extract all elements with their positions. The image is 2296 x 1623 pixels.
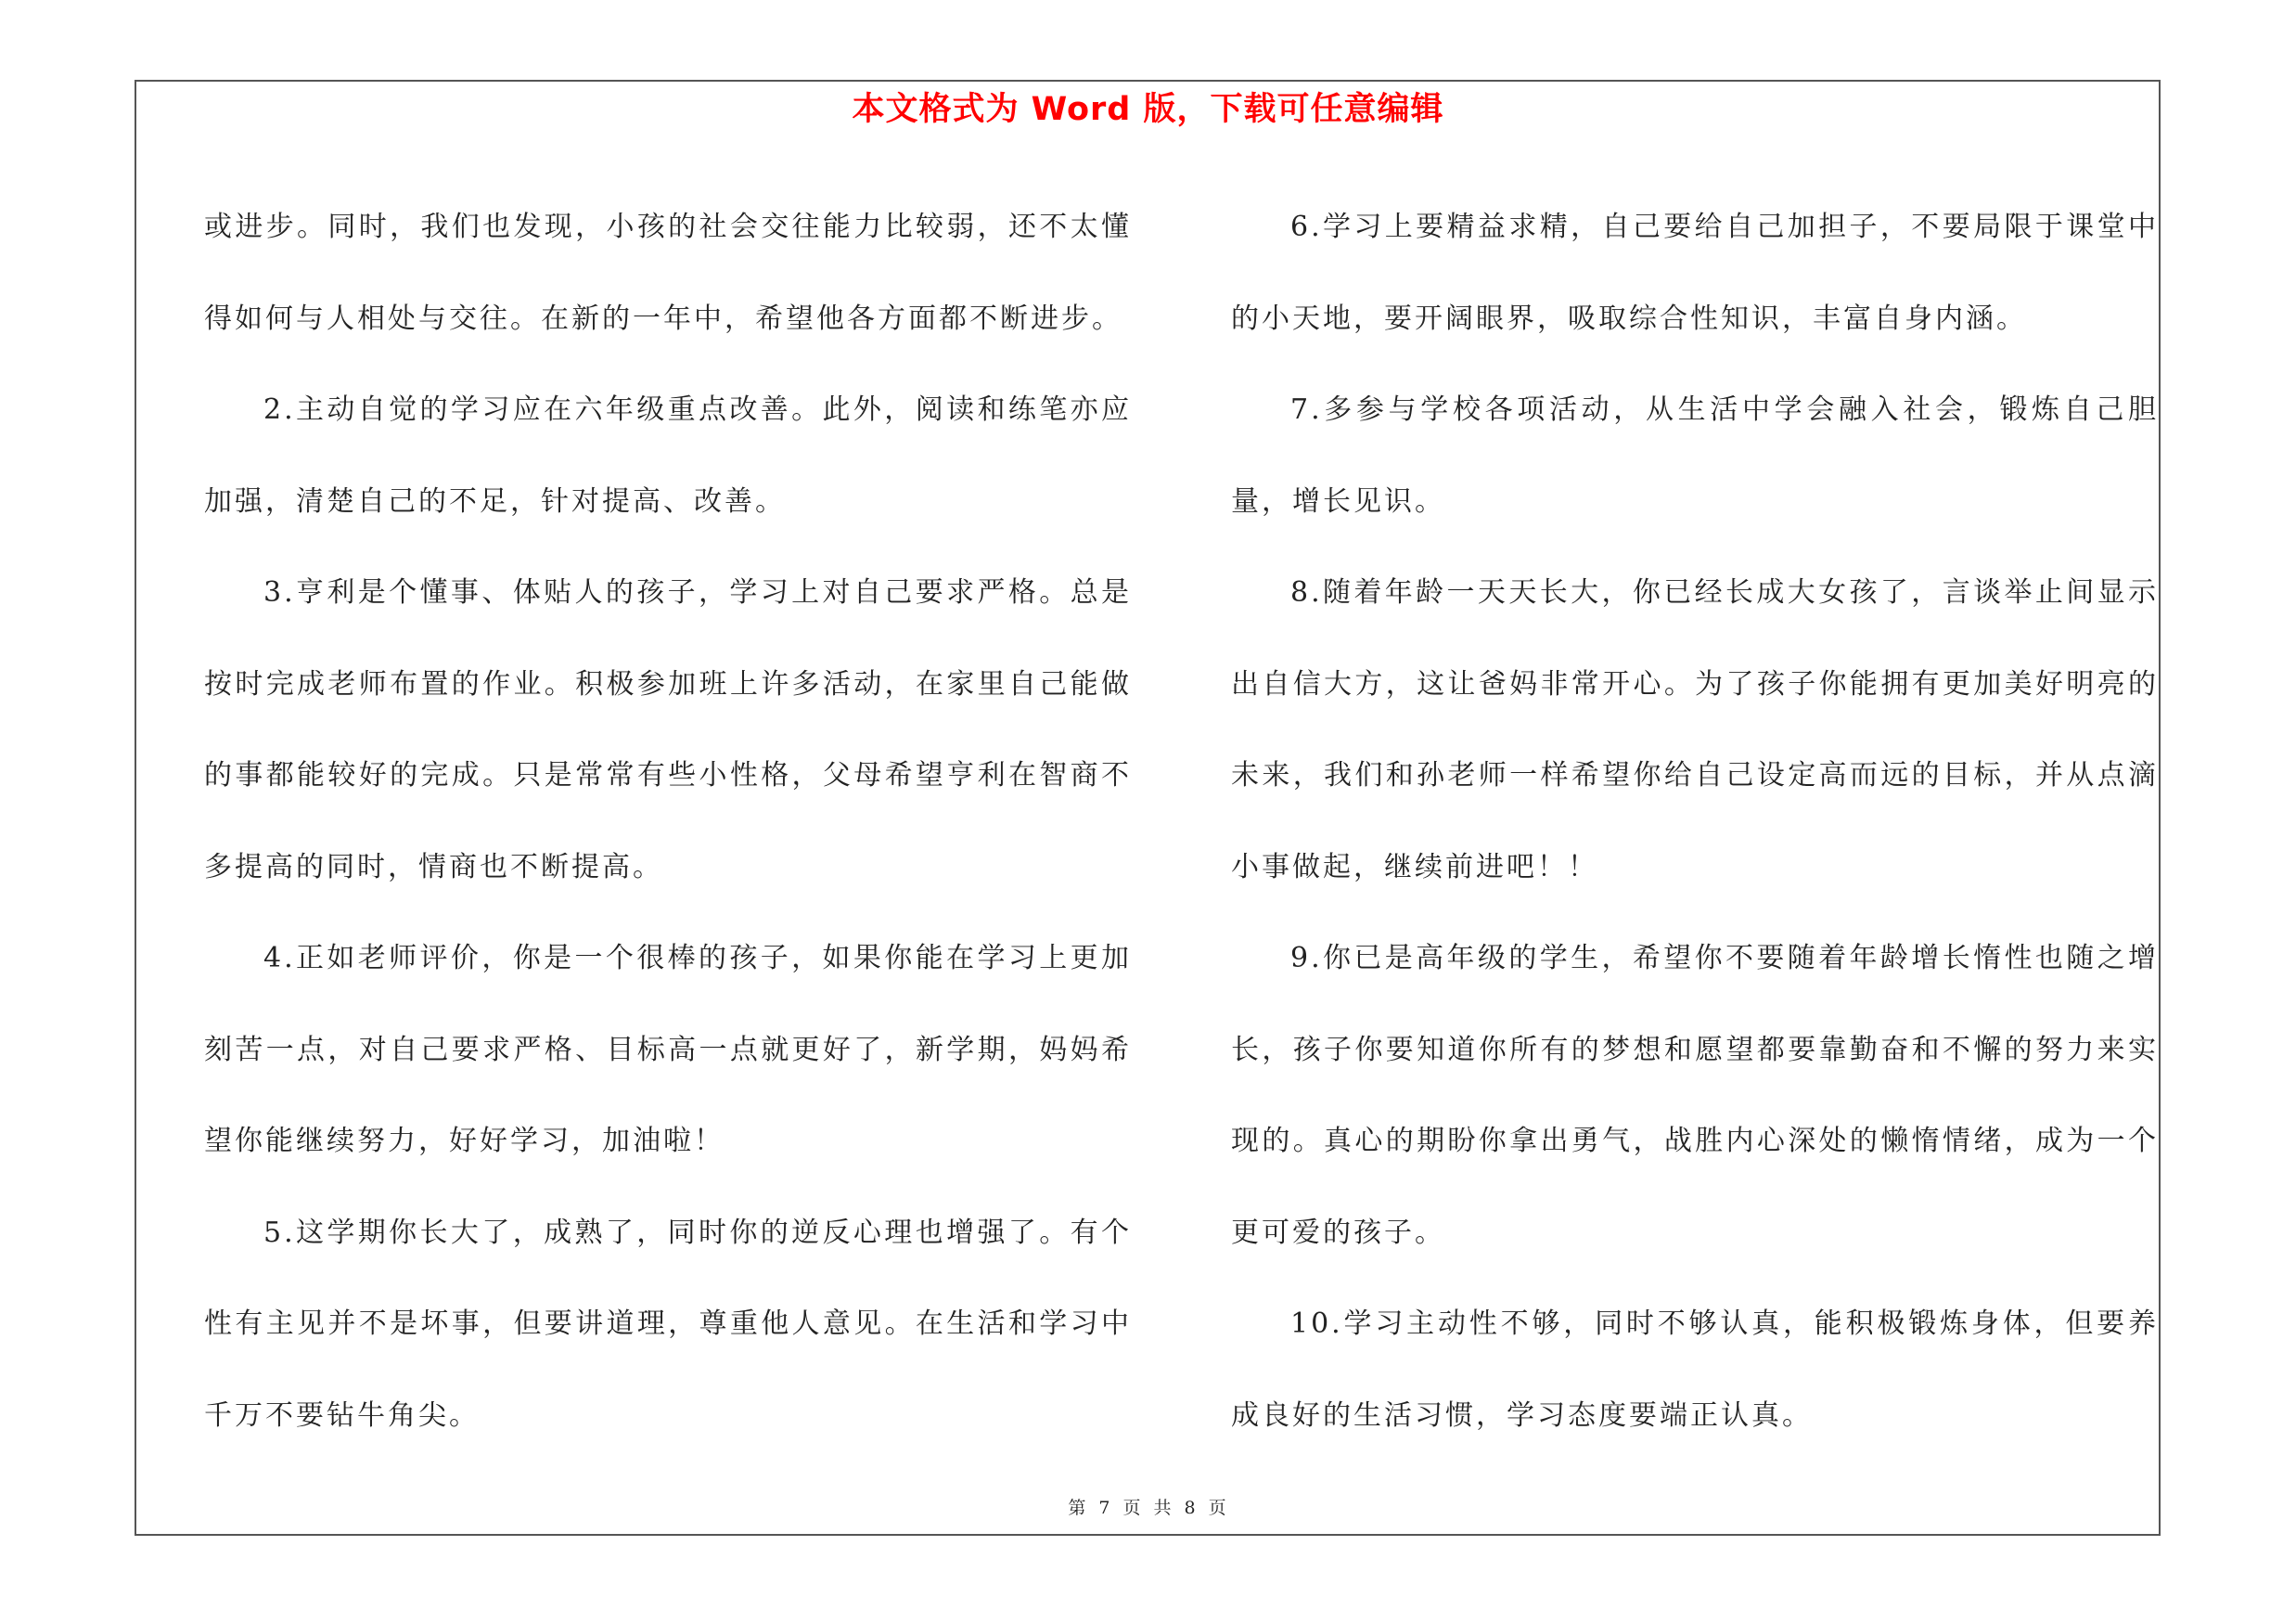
paragraph-item-5: 5.这学期你长大了，成熟了，同时你的逆反心理也增强了。有个性有主见并不是坏事，但要讲道理，尊重他人意见。在生活和学习中千万不要钻牛角尖。 xyxy=(204,1216,1132,1432)
current-page-number: 7 xyxy=(1098,1498,1112,1518)
footer-label-gong: 共 xyxy=(1153,1498,1174,1518)
paragraph-item-3: 3.亨利是个懂事、体贴人的孩子，学习上对自己要求严格。总是按时完成老师布置的作业。积极参加班上许多活动，在家里自己能做的事都能较好的完成。只是常常有些小性格，父母希望亨利在智商不多提高的同时，情商也不断提高。 xyxy=(204,576,1132,883)
paragraph-continuation: 或进步。同时，我们也发现，小孩的社会交往能力比较弱，还不太懂得如何与人相处与交往。在新的一年中，希望他各方面都不断进步。 xyxy=(204,211,1132,335)
paragraph-item-9: 9.你已是高年级的学生，希望你不要随着年龄增长惰性也随之增长，孩子你要知道你所有的梦想和愿望都要靠勤奋和不懈的努力来实现的。真心的期盼你拿出勇气，战胜内心深处的懒惰情绪，成为一个更可爱的孩子。 xyxy=(1231,942,2159,1249)
paragraph-item-6: 6.学习上要精益求精，自己要给自己加担子，不要局限于课堂中的小天地，要开阔眼界，吸取综合性知识，丰富自身内涵。 xyxy=(1231,211,2159,335)
format-notice-banner: 本文格式为 Word 版，下载可任意编辑 xyxy=(852,91,1444,128)
footer-label-ye-2: 页 xyxy=(1208,1498,1228,1518)
left-text-column xyxy=(204,182,1132,1462)
total-page-number: 8 xyxy=(1184,1498,1198,1518)
right-text-column xyxy=(1231,182,2159,1462)
footer-label-di: 第 xyxy=(1068,1498,1088,1518)
page-number-footer xyxy=(0,1496,2296,1520)
paragraph-item-8: 8.随着年龄一天天长大，你已经长成大女孩了，言谈举止间显示出自信大方，这让爸妈非常开心。为了孩子你能拥有更加美好明亮的未来，我们和孙老师一样希望你给自己设定高而远的目标，并从点滴小事做起，继续前进吧！！ xyxy=(1231,576,2159,883)
paragraph-item-4: 4.正如老师评价，你是一个很棒的孩子，如果你能在学习上更加刻苦一点，对自己要求严格、目标高一点就更好了，新学期，妈妈希望你能继续努力，好好学习，加油啦！ xyxy=(204,942,1132,1157)
paragraph-item-10: 10.学习主动性不够，同时不够认真，能积极锻炼身体，但要养成良好的生活习惯，学习态度要端正认真。 xyxy=(1231,1307,2159,1432)
footer-label-ye: 页 xyxy=(1122,1498,1143,1518)
paragraph-item-7: 7.多参与学校各项活动，从生活中学会融入社会，锻炼自己胆量，增长见识。 xyxy=(1231,393,2159,518)
paragraph-item-2: 2.主动自觉的学习应在六年级重点改善。此外，阅读和练笔亦应加强，清楚自己的不足，针对提高、改善。 xyxy=(204,393,1132,518)
